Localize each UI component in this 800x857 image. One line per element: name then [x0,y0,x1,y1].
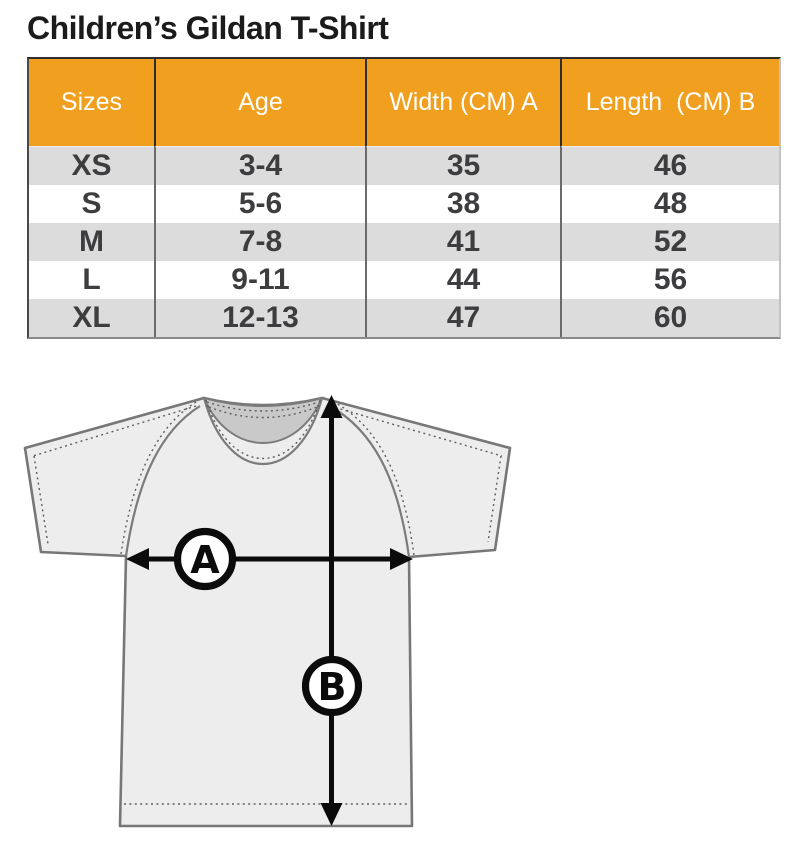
column-header-age: Age [154,59,365,147]
cell-length: 52 [560,223,779,261]
cell-age: 3-4 [154,147,365,185]
cell-length: 48 [560,185,779,223]
page-title: Children’s Gildan T-Shirt [27,10,389,46]
tshirt-outline [25,398,510,826]
size-table [27,57,781,339]
column-header-width: Width (CM) A [365,59,560,147]
tshirt-diagram-svg [0,380,560,857]
width-marker-label: A [190,538,220,582]
cell-size: S [29,185,154,223]
tshirt-measurement-diagram [0,380,560,857]
size-table-header [29,59,779,147]
cell-size: XS [29,147,154,185]
cell-length: 56 [560,261,779,299]
cell-size: L [29,261,154,299]
table-row-l [29,261,779,299]
table-row-xl [29,299,779,337]
cell-width: 44 [365,261,560,299]
table-row-s [29,185,779,223]
size-table-body [29,147,779,337]
cell-width: 47 [365,299,560,337]
cell-width: 35 [365,147,560,185]
cell-age: 7-8 [154,223,365,261]
length-marker-label: B [317,665,347,709]
cell-length: 60 [560,299,779,337]
column-header-sizes: Sizes [29,59,154,147]
cell-length: 46 [560,147,779,185]
cell-age: 12-13 [154,299,365,337]
table-row-xs [29,147,779,185]
cell-width: 38 [365,185,560,223]
header-row [29,59,779,147]
cell-width: 41 [365,223,560,261]
column-header-length: Length (CM) B [560,59,779,147]
cell-size: M [29,223,154,261]
cell-size: XL [29,299,154,337]
cell-age: 9-11 [154,261,365,299]
table-row-m [29,223,779,261]
cell-age: 5-6 [154,185,365,223]
